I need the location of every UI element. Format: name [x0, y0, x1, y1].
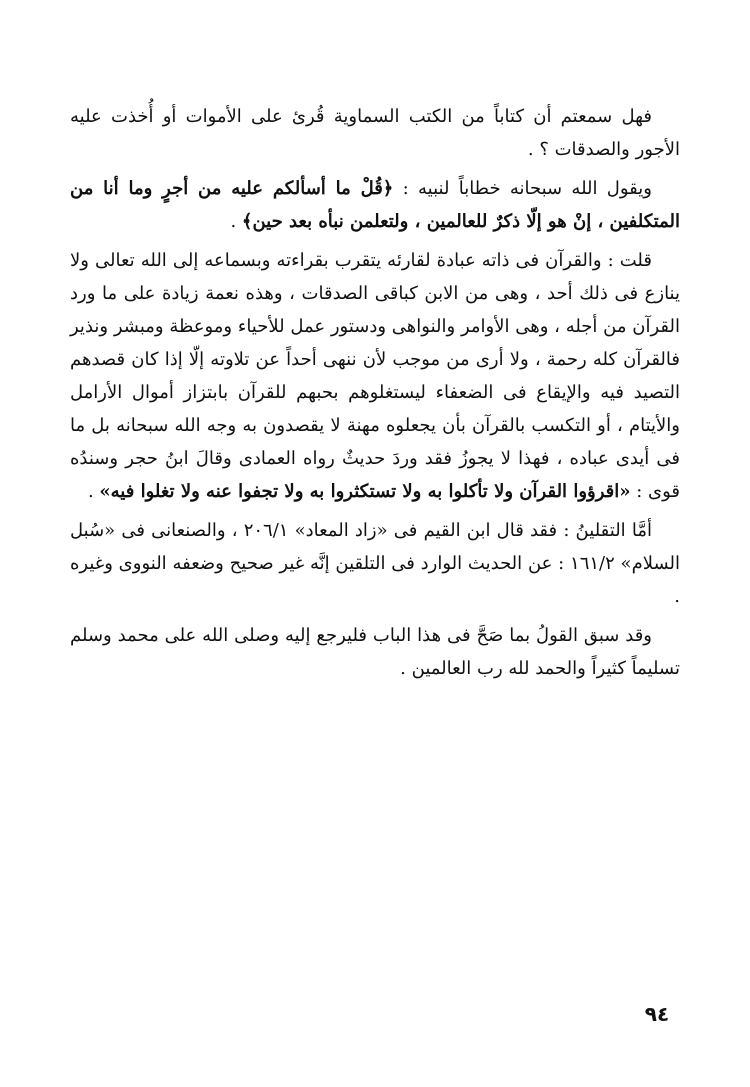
paragraph-talqin	[70, 514, 680, 613]
commentary-end: .	[87, 481, 100, 502]
page-body	[70, 100, 680, 691]
verse-end: .	[230, 211, 242, 232]
verse-intro: ويقول الله سبحانه خطاباً لنبيه :	[393, 178, 652, 199]
paragraph-closing	[70, 619, 680, 685]
talqin-text: أمَّا التقلينُ : فقد قال ابن القيم فى «زاد المعاد» ٢٠٦/١ ، والصنعانى فى «سُبل السلام» ١٦١/٢ : عن الحديث الوارد فى التلقين إنَّه غير صحيح وضعفه النووى وغيره .	[70, 520, 681, 607]
commentary-text: قلت : والقرآن فى ذاته عبادة لقارئه يتقرب بقراءته وبسماعه إلى الله تعالى ولا ينازع فى ذلك أحد ، وهى من الابن كباقى الصدقات ، وهذه نعمة زيادة على ما ورد القرآن من أجله ، وهى الأوامر والنواهى ودستور عمل للأحياء وموعظة ومبشر ونذير فالقرآن كله رحمة ، ولا أرى من موجب لأن ننهى أحداً عن تلاوته إلّا إذا كان قصدهم التصيد فيه والإيقاع فى الضعفاء ليستغلوهم بحبهم للقرآن بابتزاز أموال الأرامل والأيتام ، أو التكسب بالقرآن بأن يجعلوه مهنة لا يقصدون به وجه الله سبحانه بل ما فى أيدى عباده ، فهذا لا يجوزُ فقد وردَ حديثٌ رواه العمادى وقالَ ابنُ حجر وسندُه قوى :	[70, 250, 680, 502]
page-number: ٩٤	[644, 1002, 670, 1026]
paragraph-question	[70, 100, 680, 166]
hadith-quote: «اقرؤوا القرآن ولا تأكلوا به ولا تستكثروا به ولا تجفوا عنه ولا تغلوا فيه»	[99, 481, 631, 502]
verse-quote: ﴿قُلْ ما أسألكم عليه من أجرٍ وما أنا من المتكلفين ، إنْ هو إلّا ذكرٌ للعالمين ، ولتعلمن نبأه بعد حين﴾	[70, 178, 680, 232]
paragraph-verse	[70, 172, 680, 238]
paragraph-commentary	[70, 244, 680, 508]
closing-text: وقد سبق القولُ بما صَحَّ فى هذا الباب فليرجع إليه وصلى الله على محمد وسلم تسليماً كثيراً والحمد لله رب العالمين .	[70, 625, 680, 679]
paragraph-question-text: فهل سمعتم أن كتاباً من الكتب السماوية قُرئ على الأموات أو أُخذت عليه الأجور والصدقات ؟ .	[70, 106, 680, 160]
